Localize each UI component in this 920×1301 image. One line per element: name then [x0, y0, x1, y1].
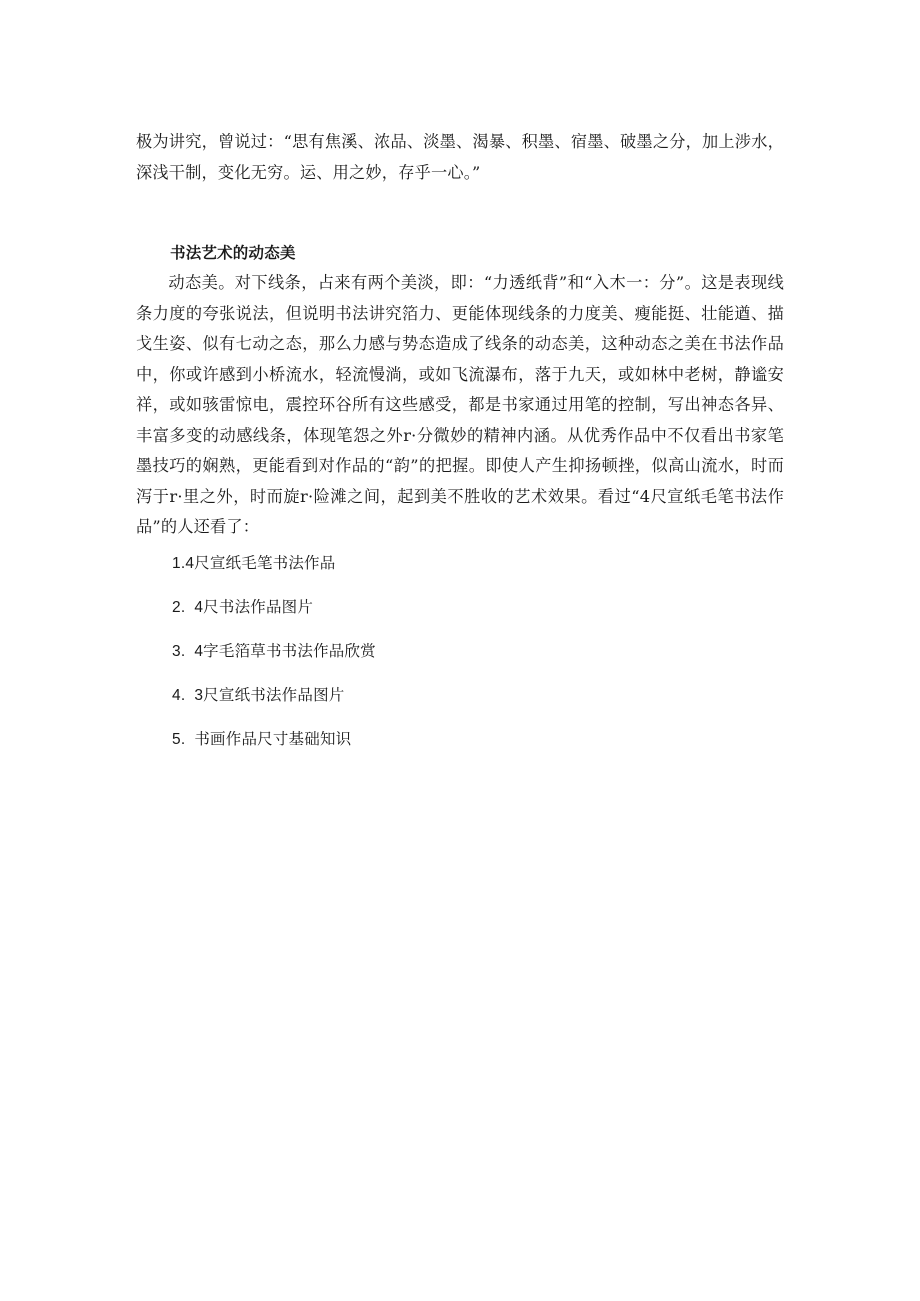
list-item[interactable]	[136, 729, 784, 751]
list-item-number: 5.	[172, 730, 186, 748]
list-item[interactable]	[136, 641, 784, 663]
list-item-number: 4.	[172, 686, 186, 704]
related-list	[136, 553, 784, 751]
list-item[interactable]	[136, 685, 784, 707]
list-item-number: 3.	[172, 642, 186, 660]
list-item-text: 4尺宣纸毛笔书法作品	[185, 554, 336, 572]
list-item-text: 4字毛箔草书书法作品欣赏	[194, 642, 376, 660]
list-item-number: 1.	[172, 554, 186, 572]
list-item-text: 书画作品尺寸基础知识	[194, 730, 352, 748]
list-item-text: 3尺宣纸书法作品图片	[194, 686, 345, 704]
paragraph-gap	[136, 188, 784, 238]
list-item-number: 2.	[172, 598, 186, 616]
document-body	[136, 127, 784, 773]
paragraph-continued: 极为讲究，曾说过：“思有焦溪、浓品、淡墨、渴暴、积墨、宿墨、破墨之分，加上涉水，深浅干制，变化无穷。运、用之妙，存乎一心。”	[136, 132, 784, 182]
list-item-text: 4尺书法作品图片	[194, 598, 314, 616]
paragraph-main: 动态美。对下线条，占来有两个美淡，即：“力透纸背”和“入木一：分”。这是表现线条力度的夸张说法，但说明书法讲究箔力、更能体现线条的力度美、瘦能挺、壮能遒、描戈生姿、似有七动之态，那么力感与势态造成了线条的动态美，这种动态之美在书法作品中，你或许感到小桥流水，轻流慢淌，或如飞流瀑布，落于九天，或如林中老树，静谧安祥，或如骇雷惊电，震控环谷所有这些感受，都是书家通过用笔的控制，写出神态各异、丰富多变的动感线条，体现笔怨之外r·分微妙的精神内涵。从优秀作品中不仅看出书家笔墨技巧的娴熟，更能看到对作品的“韵”的把握。即使人产生抑扬顿挫，似高山流水，时而泻于r·里之外，时而旋r·险滩之间，起到美不胜收的艺术效果。看过“4尺宣纸毛笔书法作品”的人还看了：	[136, 273, 784, 536]
section-heading: 书法艺术的动态美	[170, 243, 296, 262]
list-item[interactable]	[136, 597, 784, 619]
list-item[interactable]	[136, 553, 784, 575]
